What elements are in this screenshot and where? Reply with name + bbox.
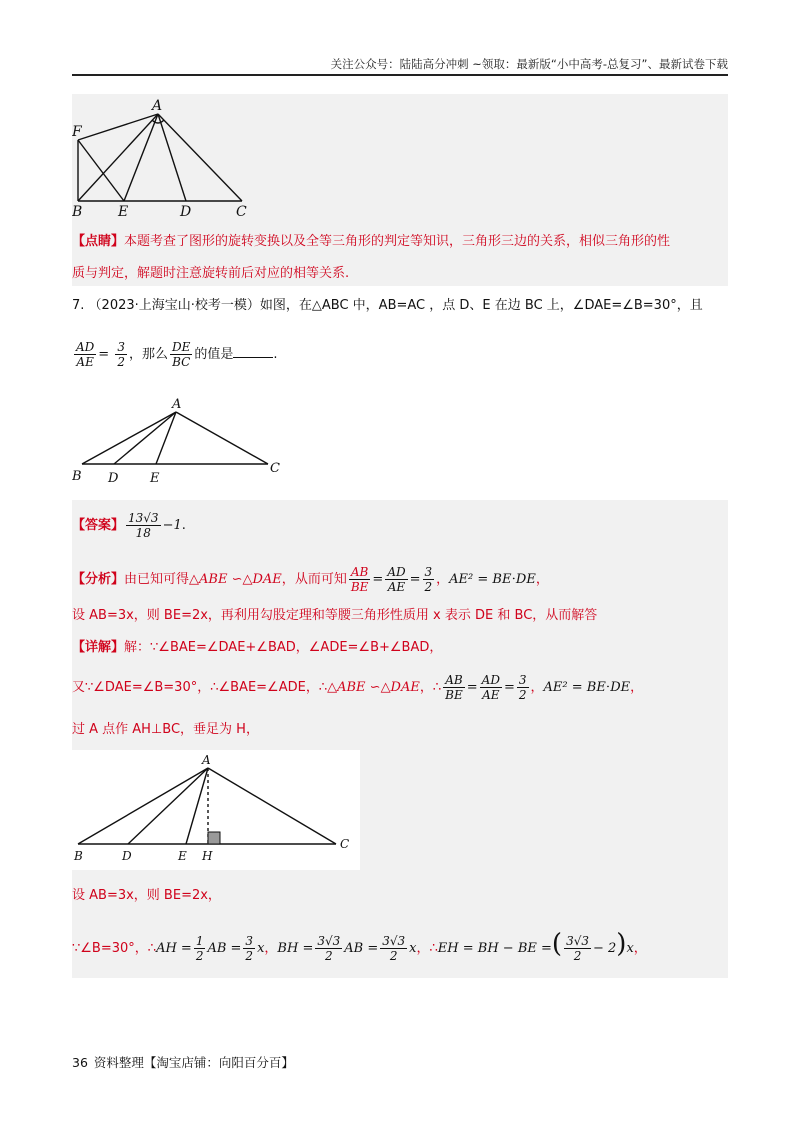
svg-text:A: A [202, 753, 211, 767]
problem-7-line-2: $\frac{AD}{AE}$ = $\frac{3}{2}$ ，那么 $\frac{DE}{BC}$ 的值是 . [76, 340, 278, 369]
fig1-label-e: E [118, 204, 129, 220]
problem-number: 7. [72, 298, 85, 313]
fig1-label-a: A [152, 98, 163, 114]
svg-text:C: C [340, 837, 350, 851]
fig1-label-d: D [180, 204, 192, 220]
svg-text:B: B [74, 849, 83, 863]
svg-text:D: D [108, 471, 119, 486]
analysis-line-2: 设 AB=3x，则 BE=2x，再利用勾股定理和等腰三角形性质用 x 表示 DE 和 BC，从而解答 [72, 608, 598, 623]
problem-text: （2023·上海宝山·校考一模）如图，在△ABC 中，AB=AC ，点 D、E 在边 BC 上，∠DAE=∠B=30°，且 [88, 298, 703, 313]
answer-tag: 【答案】 [72, 518, 125, 533]
analysis-line-1: 【分析】由已知可得△ABE ∽△DAE，从而可知 $\frac{AB}{BE}$ = $\frac{AD}{AE}$ = $\frac{3}{2}$ ，AE² = BE⋅DE， [72, 565, 549, 594]
page-footer [72, 1053, 294, 1071]
answer-value: $\frac{13√3}{18}$ [128, 511, 159, 540]
svg-text:E: E [150, 471, 160, 486]
figure-1 [72, 94, 272, 224]
figure-2 [72, 392, 292, 492]
header-text: 关注公众号：陆陆高分冲刺 ~领取：最新版“小中高考-总复习”、最新试卷下载 [330, 57, 728, 71]
page-number: 36 [72, 1055, 88, 1070]
dianjing-line-1: 【点睛】本题考查了图形的旋转变换以及全等三角形的判定等知识，三角形三边的关系，相似三角形的性 [72, 234, 671, 249]
dianjing-line-2: 质与判定，解题时注意旋转前后对应的相等关系. [72, 266, 350, 281]
answer-blank [233, 345, 273, 358]
page-header [72, 52, 728, 76]
answer-line: 【答案】 $\frac{13√3}{18}$ −1. [72, 511, 186, 540]
analysis-tag: 【分析】 [72, 572, 125, 587]
svg-text:B: B [72, 469, 82, 484]
fig1-label-f: F [72, 124, 82, 140]
fig1-label-b: B [72, 204, 83, 220]
figure-3 [72, 750, 360, 870]
svg-text:A: A [172, 397, 182, 412]
ratio-ad-ae: $\frac{AD}{AE}$ [76, 340, 95, 369]
svg-text:E: E [178, 849, 187, 863]
detail-line-1: 【详解】解：∵∠BAE=∠DAE+∠BAD，∠ADE=∠B+∠BAD， [72, 640, 443, 655]
rest-line-2: ∵∠B=30°，∴AH = $\frac{1}{2}$ AB = $\frac{3}{2}$ x，BH = $\frac{3√3}{2}$ AB = $\frac{3√3}{2}$ x，∴EH = BH − BE =( $\frac{3√3}{2}$ − 2)x， [72, 929, 647, 963]
detail-line-3: 过 A 点作 AH⊥BC，垂足为 H， [72, 722, 259, 737]
svg-text:C: C [270, 461, 280, 476]
footer-text: 资料整理【淘宝店铺：向阳百分百】 [93, 1055, 294, 1070]
detail-tag: 【详解】 [72, 640, 125, 655]
ratio-3-2: $\frac{3}{2}$ [117, 340, 125, 369]
fig1-label-c: C [236, 204, 247, 220]
dianjing-tag: 【点睛】 [72, 234, 125, 249]
svg-text:H: H [202, 849, 213, 863]
detail-line-2: 又∵∠DAE=∠B=30°，∴∠BAE=∠ADE，∴△ABE ∽△DAE，∴ $\frac{AB}{BE}$ = $\frac{AD}{AE}$ = $\frac{3}{2}$ ，AE² = BE⋅DE， [72, 673, 644, 702]
rest-line-1: 设 AB=3x，则 BE=2x， [72, 888, 221, 903]
svg-text:D: D [122, 849, 132, 863]
problem-7-line-1 [72, 296, 703, 316]
ratio-de-bc: $\frac{DE}{BC}$ [171, 340, 191, 369]
